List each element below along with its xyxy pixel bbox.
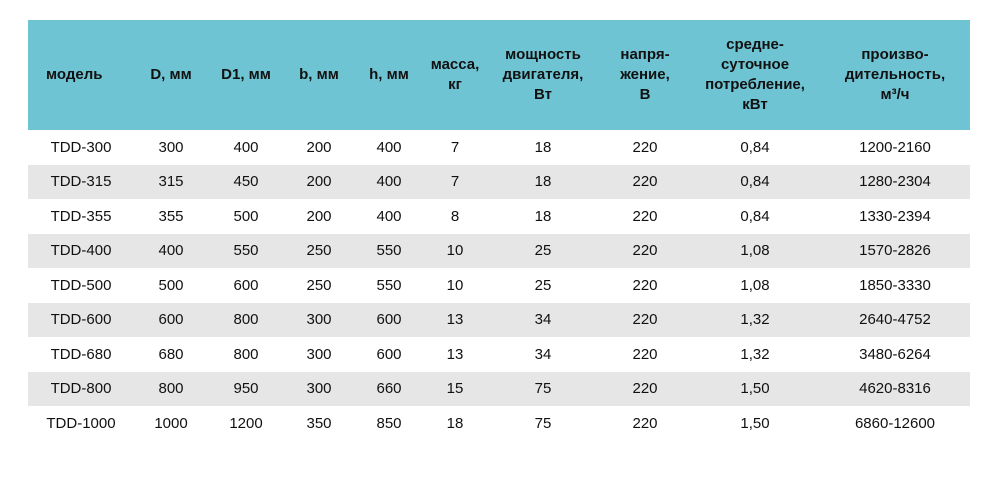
- cell-voltage: 220: [632, 380, 658, 398]
- header-voltage: [600, 20, 690, 130]
- cell-mass: 18: [446, 414, 464, 432]
- cell-daily-consumption: 1,08: [740, 276, 770, 294]
- cell-daily-consumption: 1,32: [740, 311, 770, 329]
- header-label-line: мощность: [505, 46, 581, 63]
- cell-h: 550: [376, 276, 402, 294]
- cell-d: 600: [158, 311, 184, 329]
- cell-model: TDD-1000: [46, 414, 116, 432]
- table-row: [28, 165, 970, 200]
- table-row: [28, 337, 970, 372]
- header-model: [28, 20, 134, 130]
- header-capacity: [820, 20, 970, 130]
- cell-model: TDD-680: [50, 345, 112, 363]
- cell-d1: 400: [233, 138, 259, 156]
- cell-d1: 600: [233, 276, 259, 294]
- cell-d1: 550: [233, 242, 259, 260]
- cell-h: 550: [376, 242, 402, 260]
- cell-capacity: 1200-2160: [859, 138, 931, 156]
- cell-b: 200: [306, 138, 332, 156]
- header-d1: [208, 20, 284, 130]
- header-label-line: произво-: [861, 46, 929, 63]
- cell-motor-power: 18: [534, 173, 552, 191]
- cell-d1: 950: [233, 380, 259, 398]
- cell-voltage: 220: [632, 345, 658, 363]
- cell-mass: 7: [450, 138, 460, 156]
- table-row: [28, 234, 970, 269]
- cell-model: TDD-315: [50, 173, 112, 191]
- cell-daily-consumption: 0,84: [740, 173, 770, 191]
- cell-d1: 450: [233, 173, 259, 191]
- cell-model: TDD-800: [50, 380, 112, 398]
- cell-voltage: 220: [632, 242, 658, 260]
- header-label-line: кг: [448, 76, 462, 93]
- cell-h: 400: [376, 138, 402, 156]
- cell-h: 850: [376, 414, 402, 432]
- specification-table: [28, 20, 970, 441]
- header-label-line: масса,: [430, 56, 480, 73]
- cell-voltage: 220: [632, 207, 658, 225]
- cell-b: 200: [306, 173, 332, 191]
- header-label-line: м³/ч: [880, 86, 910, 103]
- cell-motor-power: 75: [534, 414, 552, 432]
- cell-model: TDD-400: [50, 242, 112, 260]
- cell-daily-consumption: 0,84: [740, 207, 770, 225]
- header-b: [284, 20, 354, 130]
- table-row: [28, 130, 970, 165]
- cell-d: 355: [158, 207, 184, 225]
- header-label-line: b, мм: [299, 66, 339, 83]
- cell-mass: 15: [446, 380, 464, 398]
- cell-capacity: 6860-12600: [854, 414, 936, 432]
- cell-mass: 8: [450, 207, 460, 225]
- header-label-line: суточное: [720, 56, 790, 73]
- cell-b: 350: [306, 414, 332, 432]
- table-row: [28, 372, 970, 407]
- table-header-row: [28, 20, 970, 130]
- header-label-line: D, мм: [150, 66, 192, 83]
- cell-motor-power: 34: [534, 311, 552, 329]
- cell-capacity: 1850-3330: [859, 276, 931, 294]
- cell-d: 680: [158, 345, 184, 363]
- cell-motor-power: 25: [534, 276, 552, 294]
- header-label-line: потребление,: [705, 76, 805, 93]
- cell-b: 250: [306, 242, 332, 260]
- cell-h: 400: [376, 173, 402, 191]
- cell-motor-power: 75: [534, 380, 552, 398]
- cell-capacity: 1330-2394: [859, 207, 931, 225]
- header-daily-consumption: [690, 20, 820, 130]
- cell-daily-consumption: 0,84: [740, 138, 770, 156]
- cell-motor-power: 18: [534, 138, 552, 156]
- table-body: [28, 130, 970, 441]
- cell-mass: 10: [446, 242, 464, 260]
- cell-d1: 800: [233, 311, 259, 329]
- table-row: [28, 303, 970, 338]
- cell-model: TDD-355: [50, 207, 112, 225]
- cell-d1: 500: [233, 207, 259, 225]
- cell-mass: 7: [450, 173, 460, 191]
- cell-d1: 800: [233, 345, 259, 363]
- cell-capacity: 2640-4752: [859, 311, 931, 329]
- header-motor-power: [486, 20, 600, 130]
- header-label-line: напря-: [620, 46, 670, 63]
- cell-motor-power: 25: [534, 242, 552, 260]
- cell-h: 400: [376, 207, 402, 225]
- cell-motor-power: 18: [534, 207, 552, 225]
- cell-d: 800: [158, 380, 184, 398]
- header-d: [134, 20, 208, 130]
- cell-voltage: 220: [632, 276, 658, 294]
- header-label-line: кВт: [742, 96, 768, 113]
- cell-mass: 13: [446, 345, 464, 363]
- cell-d: 1000: [154, 414, 188, 432]
- table-row: [28, 199, 970, 234]
- cell-d1: 1200: [229, 414, 263, 432]
- header-label-line: h, мм: [369, 66, 409, 83]
- cell-voltage: 220: [632, 138, 658, 156]
- header-label-line: модель: [46, 66, 103, 83]
- header-label-line: В: [639, 86, 651, 103]
- table-row: [28, 268, 970, 303]
- header-h: [354, 20, 424, 130]
- header-label-line: дительность,: [844, 66, 946, 83]
- cell-daily-consumption: 1,08: [740, 242, 770, 260]
- cell-b: 200: [306, 207, 332, 225]
- cell-capacity: 4620-8316: [859, 380, 931, 398]
- cell-motor-power: 34: [534, 345, 552, 363]
- cell-h: 600: [376, 311, 402, 329]
- cell-capacity: 1280-2304: [859, 173, 931, 191]
- cell-model: TDD-500: [50, 276, 112, 294]
- header-label-line: двигателя,: [502, 66, 584, 83]
- cell-voltage: 220: [632, 414, 658, 432]
- cell-h: 660: [376, 380, 402, 398]
- cell-daily-consumption: 1,32: [740, 345, 770, 363]
- table-row: [28, 406, 970, 441]
- cell-d: 400: [158, 242, 184, 260]
- cell-b: 300: [306, 311, 332, 329]
- cell-b: 300: [306, 345, 332, 363]
- cell-b: 250: [306, 276, 332, 294]
- cell-mass: 13: [446, 311, 464, 329]
- header-label-line: D1, мм: [221, 66, 271, 83]
- cell-daily-consumption: 1,50: [740, 414, 770, 432]
- header-label-line: Вт: [534, 86, 552, 103]
- cell-mass: 10: [446, 276, 464, 294]
- cell-d: 315: [158, 173, 184, 191]
- cell-daily-consumption: 1,50: [740, 380, 770, 398]
- cell-h: 600: [376, 345, 402, 363]
- cell-d: 500: [158, 276, 184, 294]
- cell-model: TDD-300: [50, 138, 112, 156]
- cell-voltage: 220: [632, 311, 658, 329]
- cell-capacity: 3480-6264: [859, 345, 931, 363]
- header-label-line: жение,: [620, 66, 670, 83]
- cell-b: 300: [306, 380, 332, 398]
- cell-voltage: 220: [632, 173, 658, 191]
- cell-model: TDD-600: [50, 311, 112, 329]
- header-mass: [424, 20, 486, 130]
- cell-capacity: 1570-2826: [859, 242, 931, 260]
- cell-d: 300: [158, 138, 184, 156]
- header-label-line: средне-: [726, 36, 784, 53]
